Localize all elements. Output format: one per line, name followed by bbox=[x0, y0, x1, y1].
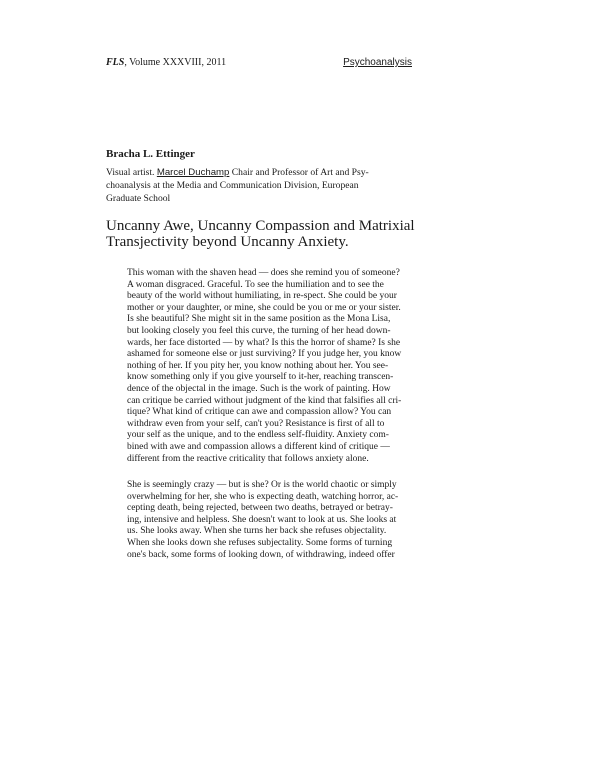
journal-volume: , Volume XXXVIII, 2011 bbox=[124, 57, 227, 68]
text-line: Is she beautiful? She might sit in the same position as the Mona Lisa, bbox=[127, 314, 391, 325]
text-line: us. She looks away. When she turns her back she refuses objectality. bbox=[127, 526, 387, 537]
text-line: bined with awe and compassion allows a different kind of critique — bbox=[127, 441, 390, 452]
paragraph-2 bbox=[127, 480, 437, 561]
text-line: but looking closely you feel this curve, the turning of her head down- bbox=[127, 325, 391, 336]
text-line: beauty of the world without humiliating, in re-spect. She could be your bbox=[127, 291, 397, 302]
affiliation-prefix: Visual artist. bbox=[106, 167, 157, 178]
text-line: She is seemingly crazy — but is she? Or is the world chaotic or simply bbox=[127, 480, 397, 490]
text-line: know something only if you give yourself to it-her, reaching transcen- bbox=[127, 372, 394, 383]
running-header bbox=[106, 57, 412, 71]
affiliation-line: Graduate School bbox=[106, 193, 171, 204]
text-line: mother or your daughter, or mine, she could be you or me or your sister. bbox=[127, 302, 401, 313]
text-line: tique? What kind of critique can awe and compassion allow? You can bbox=[127, 407, 392, 418]
article-title bbox=[106, 218, 426, 250]
journal-abbrev: FLS bbox=[106, 57, 125, 68]
text-line: ashamed for someone else or just surviving? If you judge her, you know bbox=[127, 349, 402, 360]
text-line: withdraw even from your self, can't you? Resistance is first of all to bbox=[127, 418, 385, 429]
journal-citation bbox=[106, 57, 226, 68]
text-line: wards, her face distorted — by what? Is this the horror of shame? Is she bbox=[127, 337, 401, 348]
text-line: This woman with the shaven head — does she remind you of someone? bbox=[127, 268, 400, 278]
affiliation-line bbox=[106, 166, 416, 179]
author-name: Bracha L. Ettinger bbox=[106, 148, 195, 160]
text-line: cepting death, being rejected, between two deaths, betrayed or betray- bbox=[127, 503, 393, 514]
text-line: nothing of her. If you pity her, you know nothing about her. You see- bbox=[127, 360, 389, 371]
text-line: different from the reactive criticality that follows anxiety alone. bbox=[127, 453, 369, 464]
author-affiliation bbox=[106, 166, 416, 205]
paragraph-1 bbox=[127, 268, 437, 465]
text-line: A woman disgraced. Graceful. To see the humiliation and to see the bbox=[127, 279, 384, 290]
section-link[interactable]: Psychoanalysis bbox=[343, 57, 412, 68]
title-line: Uncanny Awe, Uncanny Compassion and Matrixial bbox=[106, 218, 415, 234]
text-line: your self as the unique, and to the endless self-fluidity. Anxiety com- bbox=[127, 430, 389, 441]
text-line: can critique be carried without judgment of the kind that falsifies all cri- bbox=[127, 395, 402, 406]
affiliation-suffix: Chair and Professor of Art and Psy- bbox=[229, 167, 369, 178]
title-line: Transjectivity beyond Uncanny Anxiety. bbox=[106, 234, 349, 250]
text-line: When she looks down she refuses subjectality. Some forms of turning bbox=[127, 537, 393, 548]
text-line: overwhelming for her, she who is expecting death, watching horror, ac- bbox=[127, 491, 399, 502]
text-line: one's back, some forms of looking down, of withdrawing, indeed offer bbox=[127, 549, 395, 560]
text-line: dence of the objectal in the image. Such is the work of painting. How bbox=[127, 383, 391, 394]
marcel-duchamp-link[interactable]: Marcel Duchamp bbox=[156, 167, 230, 178]
affiliation-line: choanalysis at the Media and Communication Division, European bbox=[106, 180, 359, 191]
text-line: ing, intensive and helpless. She doesn't want to look at us. She looks at bbox=[127, 514, 397, 525]
